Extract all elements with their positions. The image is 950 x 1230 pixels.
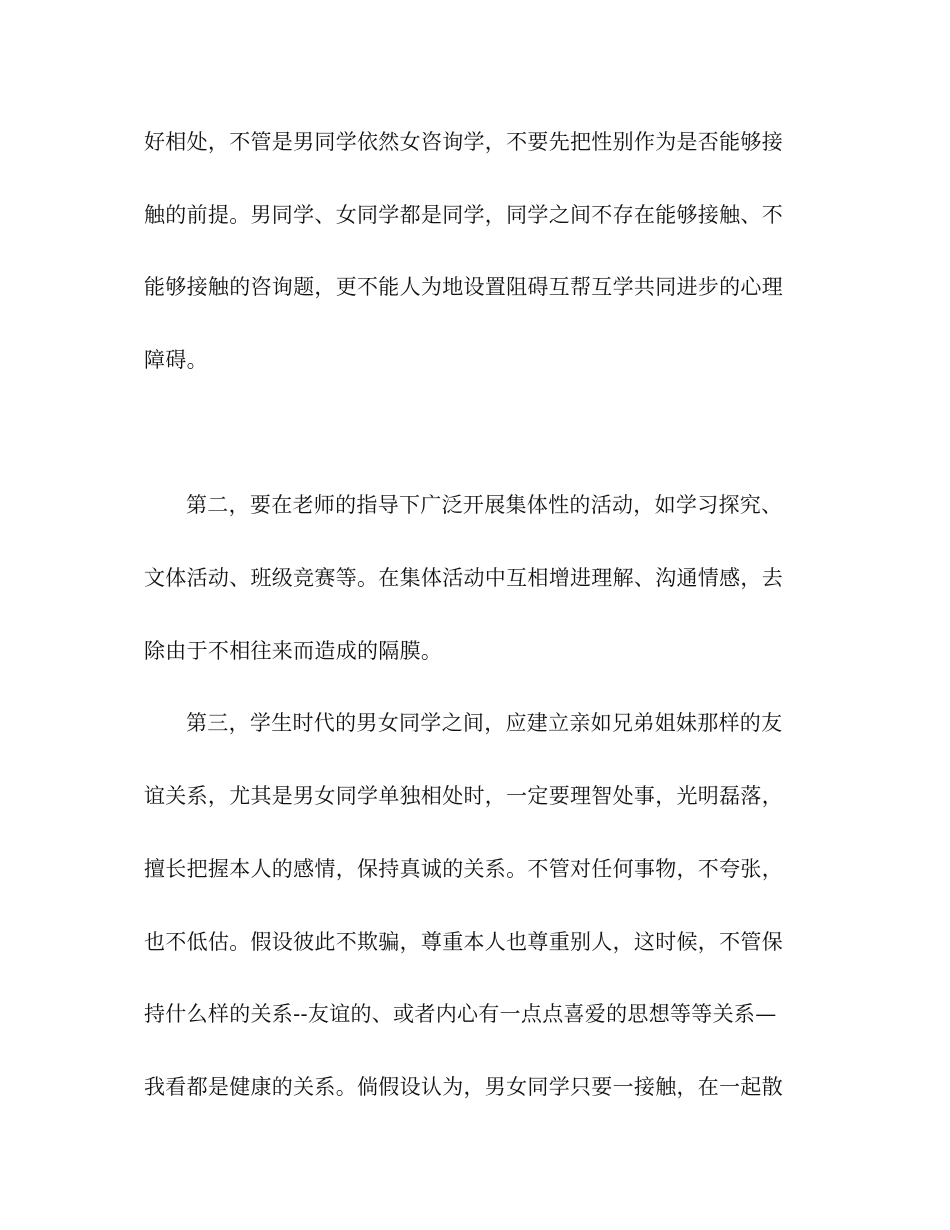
paragraph-1-line-3: 能够接触的咨询题，更不能人为地设置阻碍互帮互学共同进步的心理 [144, 275, 783, 299]
paragraph-3-line-2: 谊关系，尤其是男女同学单独相处时，一定要理智处事，光明磊落， [144, 784, 783, 808]
paragraph-3-line-1: 第三，学生时代的男女同学之间，应建立亲如兄弟姐妹那样的友 [186, 711, 783, 735]
paragraph-3-line-4: 也不低估。假设彼此不欺骗，尊重本人也尊重别人，这时候，不管保 [144, 930, 783, 954]
paragraph-2-line-1: 第二，要在老师的指导下广泛开展集体性的活动，如学习探究、 [186, 493, 783, 517]
paragraph-1-line-1: 好相处，不管是男同学依然女咨询学，不要先把性别作为是否能够接 [144, 130, 783, 154]
paragraph-3-line-3: 擅长把握本人的感情，保持真诚的关系。不管对任何事物，不夸张， [144, 857, 783, 881]
paragraph-2-line-2: 文体活动、班级竞赛等。在集体活动中互相增进理解、沟通情感，去 [144, 566, 783, 590]
paragraph-2-line-3: 除由于不相往来而造成的隔膜。 [144, 639, 443, 663]
paragraph-1-line-2: 触的前提。男同学、女同学都是同学，同学之间不存在能够接触、不 [144, 203, 783, 227]
paragraph-3-line-5: 持什么样的关系--友谊的、或者内心有一点点喜爱的思想等等关系— [144, 1002, 777, 1026]
paragraph-1-line-4: 障碍。 [144, 348, 208, 372]
paragraph-3-line-6: 我看都是健康的关系。倘假设认为，男女同学只要一接触，在一起散 [144, 1075, 783, 1099]
